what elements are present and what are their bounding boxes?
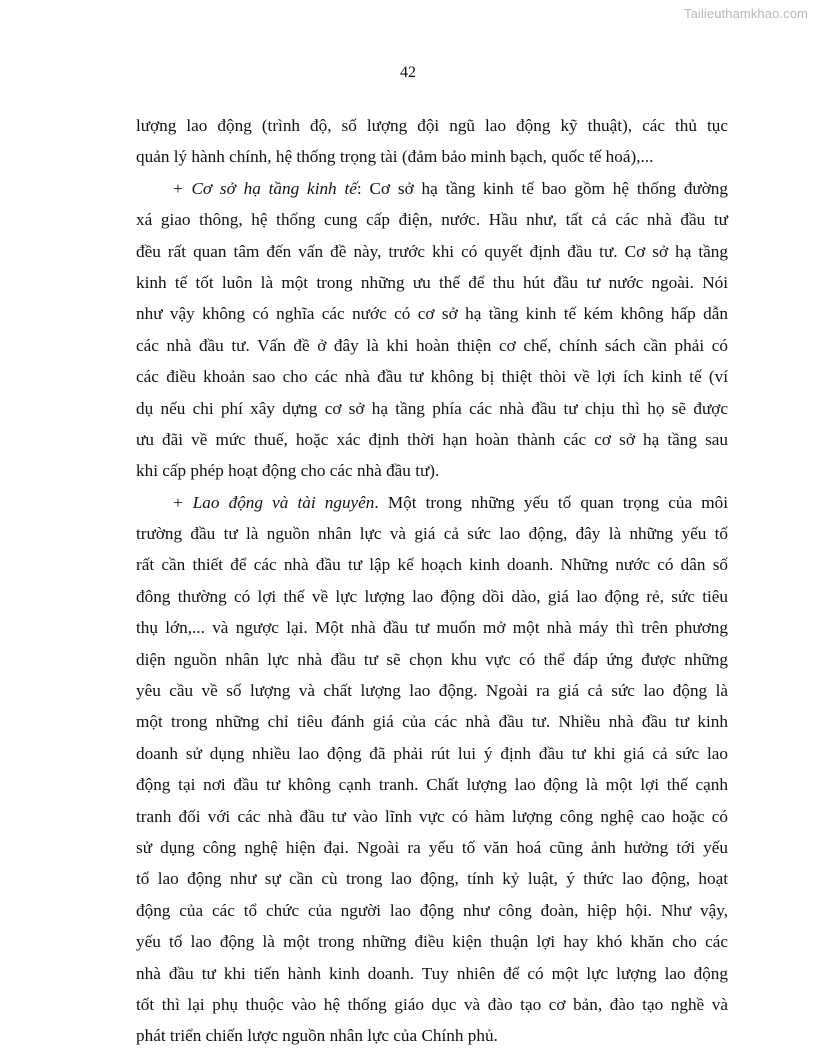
text-line: trường đầu tư là nguồn nhân lực và giá cả sức lao động, đây là những yếu tố	[136, 524, 728, 544]
text-line: đông thường có lợi thế về lực lượng lao động dồi dào, giá lao động rẻ, sức tiêu	[136, 586, 728, 606]
text-line: tranh đối với các nhà đầu tư vào lĩnh vực có hàm lượng công nghệ cao hoặc có	[136, 806, 728, 826]
text-line: dụ nếu chi phí xây dựng cơ sở hạ tầng phía các nhà đầu tư chịu thì họ sẽ được	[136, 398, 728, 418]
text-line: lượng lao động (trình độ, số lượng đội ngũ lao động kỹ thuật), các thủ tục	[136, 116, 728, 135]
document-body	[136, 110, 728, 1052]
text-line	[136, 173, 728, 204]
page-number: 42	[400, 64, 416, 81]
text-line: động tại nơi đầu tư không cạnh tranh. Chất lượng lao động là một lợi thế cạnh	[136, 775, 728, 795]
paragraph-labor-resources	[136, 487, 728, 1052]
text-line: đều rất quan tâm đến vấn đề này, trước khi có quyết định đầu tư. Cơ sở hạ tầng	[136, 241, 728, 261]
text-line: quản lý hành chính, hệ thống trọng tài (đảm bảo minh bạch, quốc tế hoá),...	[136, 147, 654, 167]
section-heading-infrastructure: + Cơ sở hạ tầng kinh tế	[172, 178, 357, 198]
text-line: động của các tổ chức của người lao động như công đoàn, hiệp hội. Như vậy,	[136, 900, 728, 920]
text-line: kinh tế tốt luôn là một trong những ưu thế để thu hút đầu tư nước ngoài. Nói	[136, 272, 728, 292]
text-run: . Một trong những yếu tố quan trọng của môi	[374, 492, 729, 512]
text-line: rất cần thiết để các nhà đầu tư lập kế hoạch kinh doanh. Những nước có dân số	[136, 555, 728, 575]
text-line: các nhà đầu tư. Vấn đề ở đây là khi hoàn thiện cơ chế, chính sách cần phải có	[136, 335, 728, 355]
text-line: một trong những chỉ tiêu đánh giá của các nhà đầu tư. Nhiều nhà đầu tư kinh	[136, 712, 728, 732]
text-line: tố lao động như sự cần cù trong lao động, tính kỷ luật, ý thức lao động, hoạt	[136, 869, 728, 889]
watermark-text: Tailieuthamkhao.com	[683, 6, 808, 21]
text-line: các điều khoản sao cho các nhà đầu tư không bị thiệt thòi về lợi ích kinh tế (ví	[136, 367, 728, 387]
text-line: yếu tố lao động là một trong những điều kiện thuận lợi hay khó khăn cho các	[136, 932, 728, 952]
paragraph-continuation	[136, 110, 728, 173]
text-line: tốt thì lại phụ thuộc vào hệ thống giáo dục và đào tạo cơ bản, đào tạo nghề và	[136, 994, 728, 1014]
text-line: ưu đãi về mức thuế, hoặc xác định thời hạn hoàn thành các cơ sở hạ tầng sau	[136, 429, 728, 449]
text-line: như vậy không có nghĩa các nước có cơ sở hạ tầng kinh tế kém không hấp dẫn	[136, 304, 728, 324]
text-line	[136, 487, 728, 518]
text-line: yêu cầu về số lượng và chất lượng lao động. Ngoài ra giá cả sức lao động là	[136, 681, 728, 701]
text-line: sử dụng công nghệ hiện đại. Ngoài ra yếu tố văn hoá cũng ảnh hưởng tới yếu	[136, 837, 728, 857]
text-line: thụ lớn,... và ngược lại. Một nhà đầu tư muốn mở một nhà máy thì trên phương	[136, 618, 728, 638]
text-line: phát triển chiến lược nguồn nhân lực của Chính phủ.	[136, 1026, 498, 1046]
section-heading-labor: + Lao động và tài nguyên	[172, 492, 375, 512]
text-line: nhà đầu tư khi tiến hành kinh doanh. Tuy nhiên để có một lực lượng lao động	[136, 963, 728, 983]
text-line: diện nguồn nhân lực nhà đầu tư sẽ chọn khu vực có thể đáp ứng được những	[136, 649, 728, 669]
text-line: xá giao thông, hệ thống cung cấp điện, nước. Hầu như, tất cả các nhà đầu tư	[136, 210, 728, 230]
paragraph-infrastructure	[136, 173, 728, 487]
text-line: doanh sử dụng nhiều lao động đã phải rút lui ý định đầu tư khi giá cả sức lao	[136, 743, 728, 763]
text-line: khi cấp phép hoạt động cho các nhà đầu tư).	[136, 461, 440, 481]
text-run: : Cơ sở hạ tầng kinh tế bao gồm hệ thống đường	[356, 178, 728, 198]
